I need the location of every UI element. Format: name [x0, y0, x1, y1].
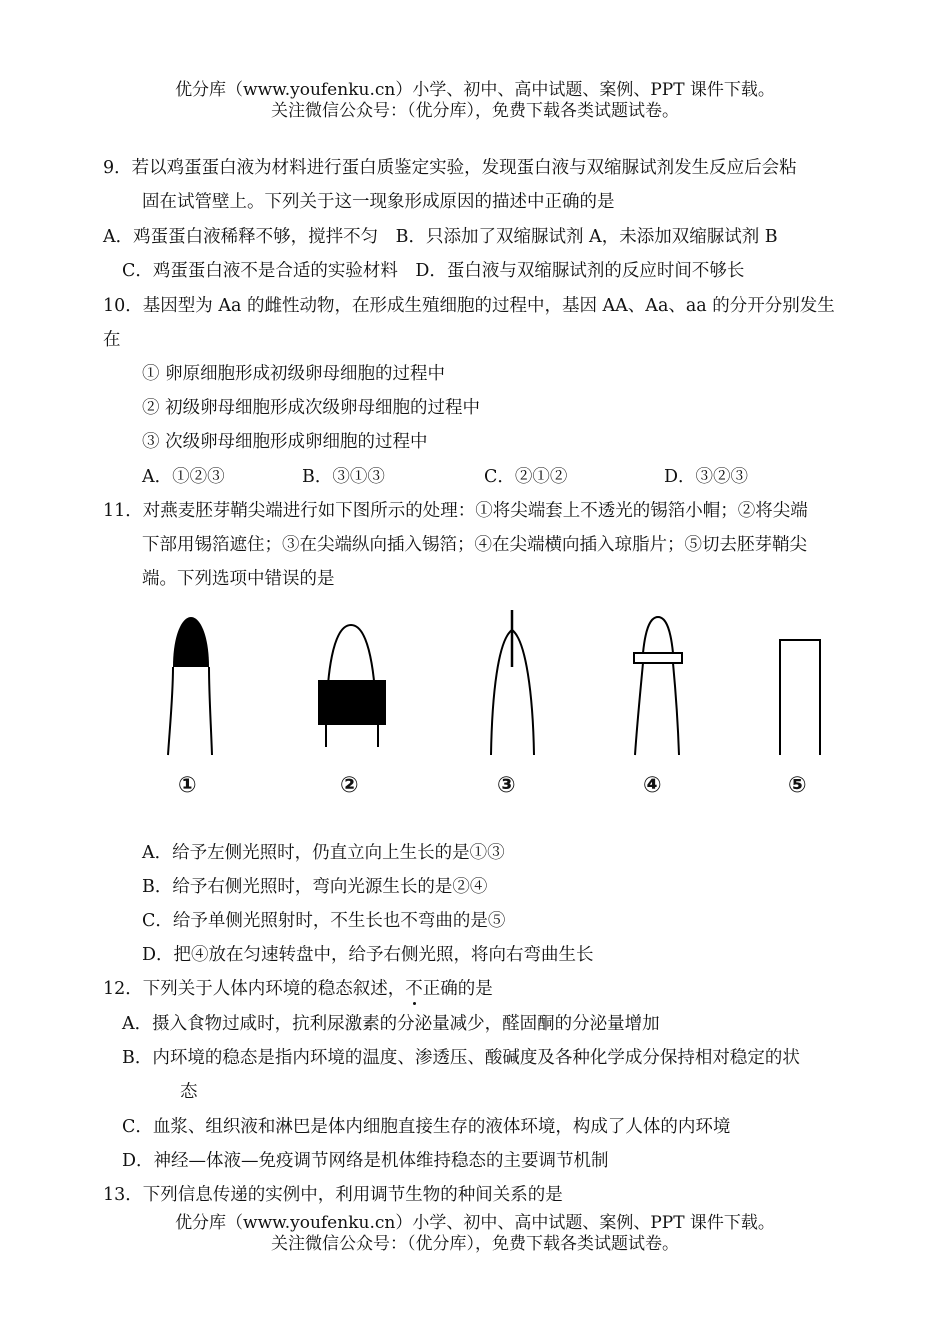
q13-stem: 13．下列信息传递的实例中，利用调节生物的种间关系的是 — [103, 1185, 563, 1205]
q11-stem-line-2: 下部用锡箔遮住；③在尖端纵向插入锡箔；④在尖端横向插入琼脂片；⑤切去胚芽鞘尖 — [142, 535, 807, 555]
q12-option-b-line-2: 态 — [180, 1082, 198, 1102]
q10-item-3: ③ 次级卵母细胞形成卵细胞的过程中 — [142, 432, 428, 452]
coleoptile-figure — [140, 605, 860, 815]
q10-item-1: ① 卵原细胞形成初级卵母细胞的过程中 — [142, 364, 446, 384]
q12-option-b-line-1: B．内环境的稳态是指内环境的温度、渗透压、酸碱度及各种化学成分保持相对稳定的状 — [122, 1048, 800, 1068]
q11-option-c: C．给予单侧光照射时，不生长也不弯曲的是⑤ — [142, 911, 506, 931]
figure-label-3: ③ — [497, 773, 516, 798]
q12-option-c: C．血浆、组织液和淋巴是体内细胞直接生存的液体环境，构成了人体的内环境 — [122, 1117, 731, 1137]
q11-stem-line-3: 端。下列选项中错误的是 — [142, 569, 335, 589]
coleoptile-2-foil-wrap — [318, 625, 386, 747]
q10-option-b: B．③①③ — [302, 467, 385, 487]
q12-stem-pre: 12．下列关于人体内环境的稳态叙述， — [103, 979, 406, 999]
q12-stem-post: 正确的是 — [422, 979, 493, 999]
coleoptile-4-agar-slice — [634, 617, 682, 755]
header-line-2: 关注微信公众号：（优分库），免费下载各类试题试卷。 — [271, 101, 679, 121]
figure-label-4: ④ — [643, 773, 662, 798]
q12-stem-emphasis: 不 — [405, 979, 423, 999]
page-header — [0, 80, 950, 122]
q9-stem-line-2: 固在试管壁上。下列关于这一现象形成原因的描述中正确的是 — [142, 192, 615, 212]
q9-stem-line-1: 9．若以鸡蛋蛋白液为材料进行蛋白质鉴定实验，发现蛋白液与双缩脲试剂发生反应后会粘 — [103, 158, 797, 178]
header-line-1: 优分库（www.youfenku.cn）小学、初中、高中试题、案例、PPT 课件下载。 — [175, 80, 775, 100]
footer-line-2: 关注微信公众号：（优分库），免费下载各类试题试卷。 — [271, 1234, 679, 1254]
coleoptile-5-tip-removed — [780, 640, 820, 755]
q11-option-b: B．给予右侧光照时，弯向光源生长的是②④ — [142, 877, 488, 897]
figure-label-2: ② — [340, 773, 359, 798]
q10-option-d: D．③②③ — [664, 467, 749, 487]
q11-stem-line-1: 11．对燕麦胚芽鞘尖端进行如下图所示的处理：①将尖端套上不透光的锡箔小帽；②将尖端 — [103, 501, 808, 521]
q9-options-ab: A．鸡蛋蛋白液稀释不够，搅拌不匀 B．只添加了双缩脲试剂 A，未添加双缩脲试剂 B — [103, 227, 778, 247]
q12-option-d: D．神经—体液—免疫调节网络是机体维持稳态的主要调节机制 — [122, 1151, 609, 1171]
q10-stem-line-1: 10．基因型为 Aa 的雌性动物，在形成生殖细胞的过程中，基因 AA、Aa、aa 的分开分别发生 — [103, 296, 835, 316]
footer-line-1: 优分库（www.youfenku.cn）小学、初中、高中试题、案例、PPT 课件下载。 — [175, 1213, 775, 1233]
figure-label-5: ⑤ — [788, 773, 807, 798]
q9-options-cd: C．鸡蛋蛋白液不是合适的实验材料 D．蛋白液与双缩脲试剂的反应时间不够长 — [122, 261, 745, 281]
page-footer — [0, 1213, 950, 1255]
q10-option-a: A．①②③ — [142, 467, 225, 487]
q12-stem — [103, 977, 493, 1001]
q10-item-2: ② 初级卵母细胞形成次级卵母细胞的过程中 — [142, 398, 481, 418]
figure-label-1: ① — [178, 773, 197, 798]
coleoptile-3-vertical-foil — [491, 610, 534, 755]
q11-option-a: A．给予左侧光照时，仍直立向上生长的是①③ — [142, 843, 505, 863]
q10-stem-line-2: 在 — [103, 330, 121, 350]
coleoptile-1-foil-cap — [168, 617, 212, 755]
q12-option-a: A．摄入食物过咸时，抗利尿激素的分泌量减少，醛固酮的分泌量增加 — [122, 1014, 660, 1034]
q11-option-d: D．把④放在匀速转盘中，给予右侧光照，将向右弯曲生长 — [142, 945, 594, 965]
q10-option-c: C．②①② — [484, 467, 568, 487]
